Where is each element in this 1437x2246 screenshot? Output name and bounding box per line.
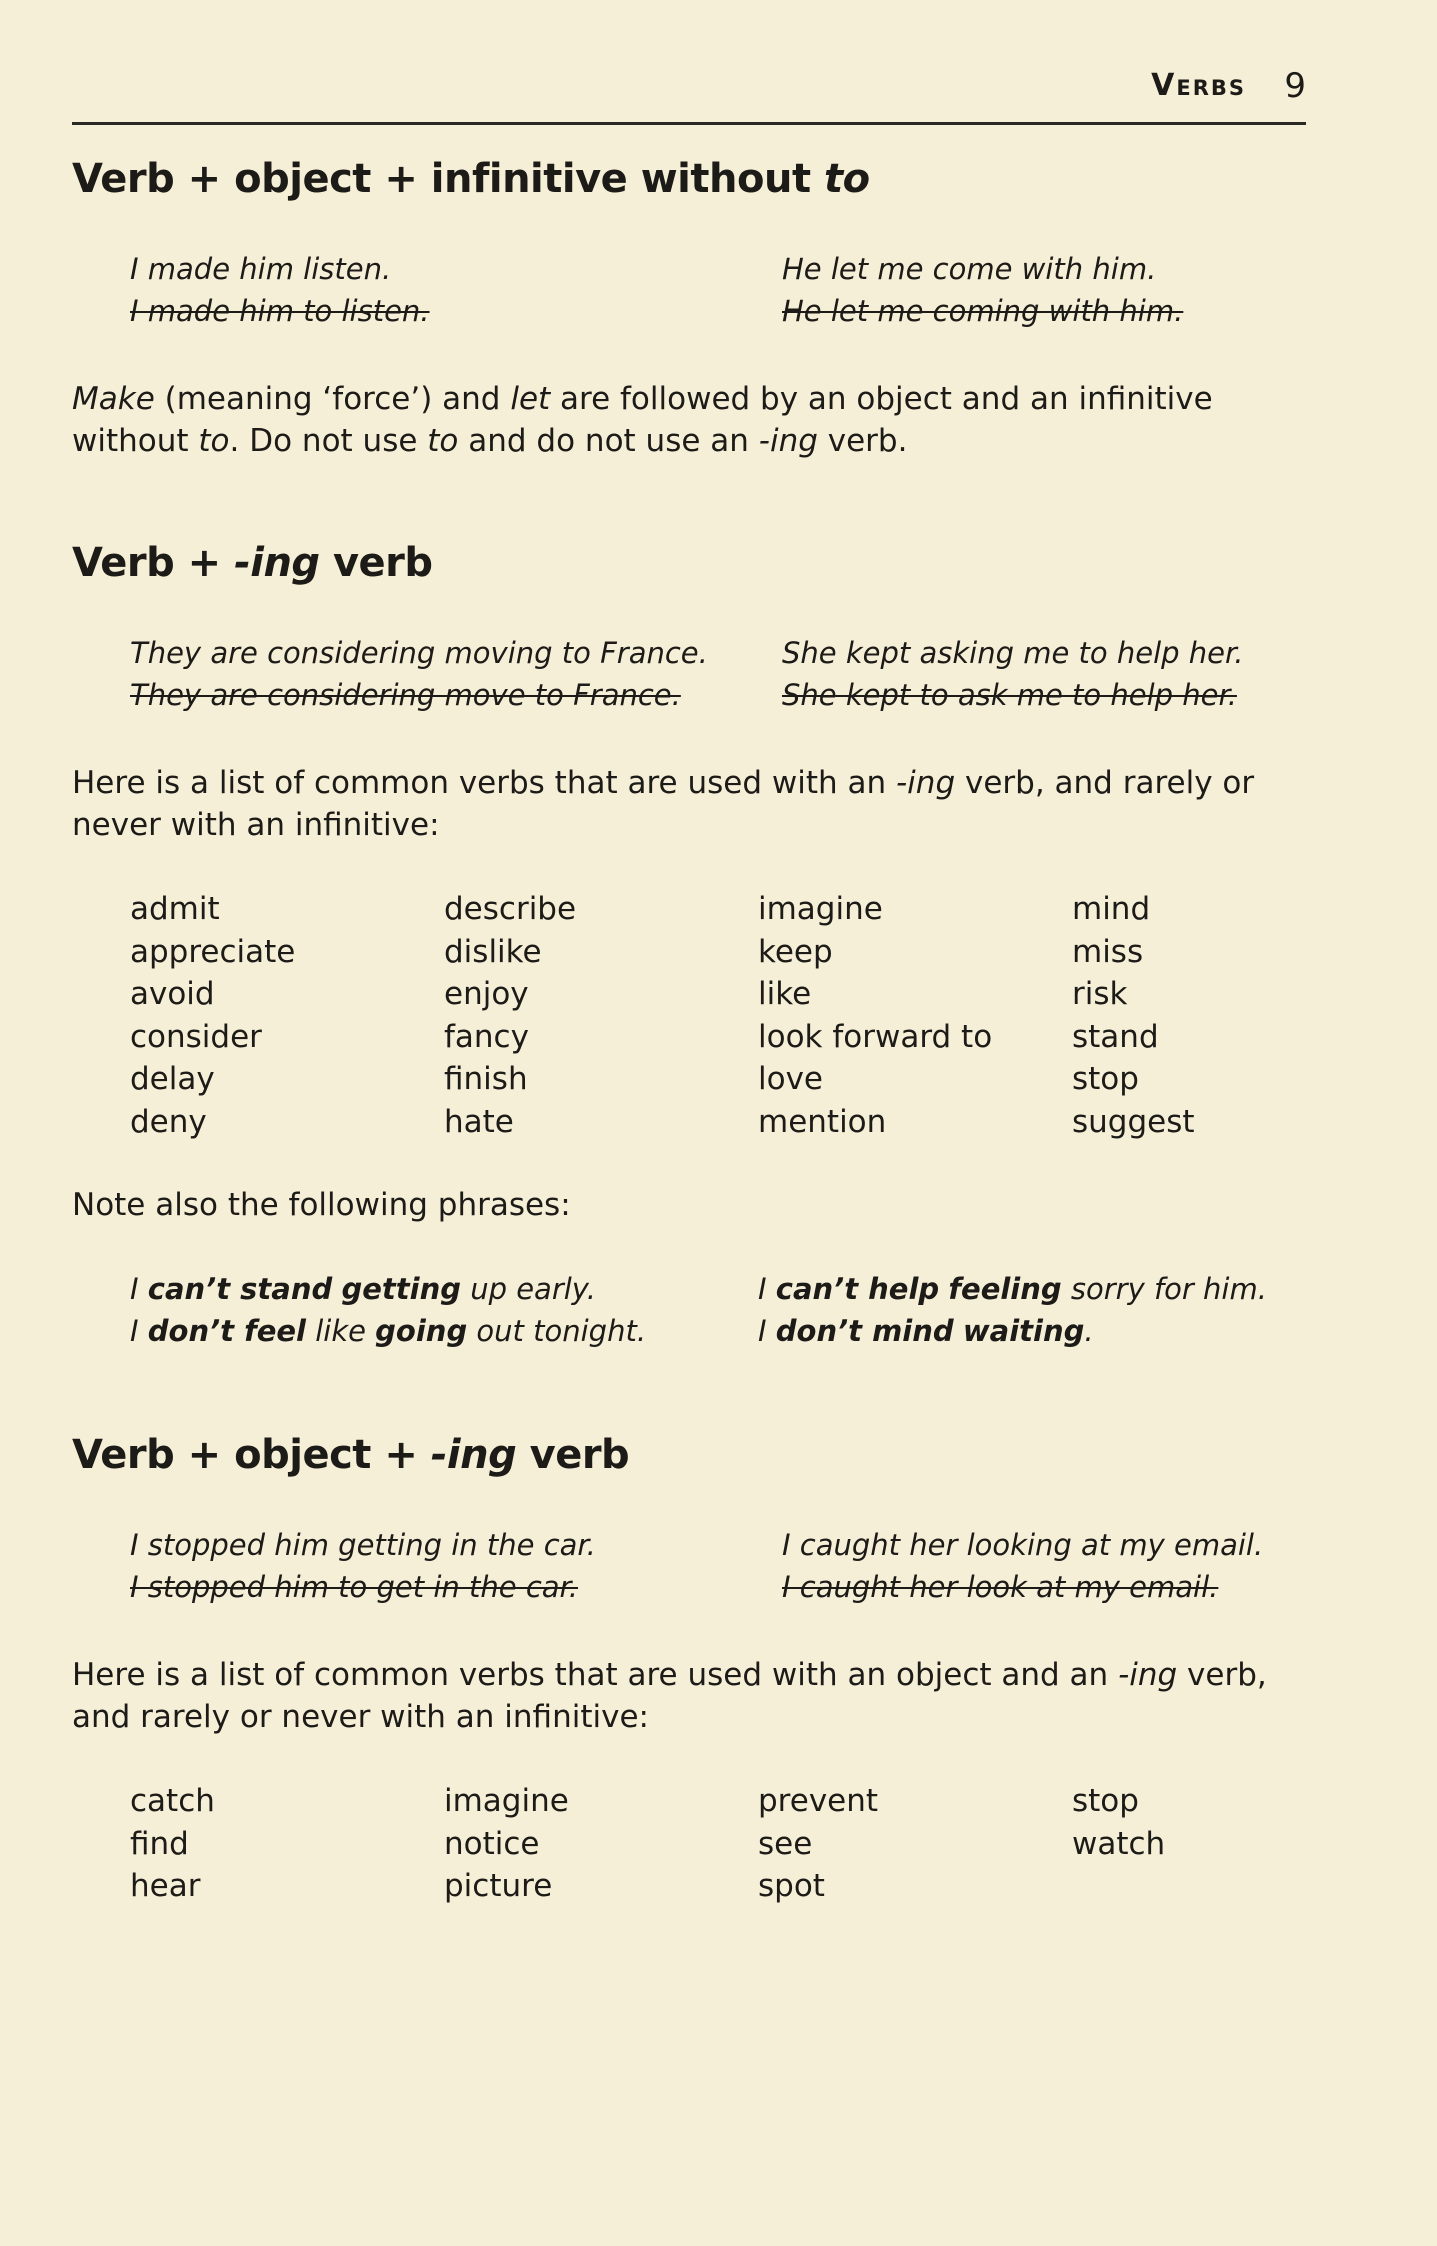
verb-item: appreciate — [130, 933, 296, 970]
verb-item: risk — [1072, 976, 1128, 1012]
verb-list-intro: Here is a list of common verbs that are used with an object and an -ing verb, and rarely or never with an infinitive: — [72, 1657, 1267, 1735]
verb-item: miss — [1072, 933, 1144, 970]
example-incorrect: I caught her look at my email. — [782, 1570, 1219, 1604]
verb-column — [444, 1780, 569, 1908]
phrase-example: I don’t feel like going out tonight. — [130, 1314, 647, 1348]
verb-list-intro: Here is a list of common verbs that are used with an -ing verb, and rarely or never with an infinitive: — [72, 765, 1255, 843]
verb-column — [758, 888, 992, 1143]
example-correct: I stopped him getting in the car. — [130, 1528, 596, 1562]
verb-item: stop — [1072, 1061, 1139, 1097]
verb-column — [1072, 888, 1195, 1143]
section-heading-verb-object-ing: Verb + object + -ing verb — [72, 1432, 630, 1478]
example-incorrect: I stopped him to get in the car. — [130, 1570, 579, 1604]
example-incorrect: I made him to listen. — [130, 294, 430, 328]
verb-item: watch — [1072, 1825, 1166, 1862]
running-title: Verbs — [1151, 68, 1246, 103]
verb-item: stand — [1072, 1018, 1159, 1055]
verb-item: dislike — [444, 933, 542, 970]
verb-item: fancy — [444, 1018, 529, 1055]
verb-item: prevent — [758, 1783, 879, 1819]
example-correct: He let me come with him. — [782, 252, 1157, 286]
verb-item: like — [758, 976, 812, 1012]
verb-item: consider — [130, 1018, 262, 1055]
verb-item: find — [130, 1825, 189, 1862]
verb-column — [444, 888, 576, 1143]
example-incorrect: They are considering move to France. — [130, 678, 681, 712]
verb-column — [130, 888, 295, 1143]
phrase-example: I can’t stand getting up early. — [130, 1272, 596, 1306]
verb-item: mention — [758, 1103, 887, 1140]
verb-item: enjoy — [444, 976, 529, 1012]
verb-item: love — [758, 1061, 823, 1097]
example-incorrect: She kept to ask me to help her. — [782, 678, 1237, 712]
verb-item: delay — [130, 1061, 215, 1097]
verb-item: admit — [130, 891, 220, 927]
verb-item: see — [758, 1825, 813, 1862]
verb-item: avoid — [130, 976, 215, 1012]
verb-item: look forward to — [758, 1018, 993, 1055]
verb-item: keep — [758, 933, 833, 970]
explanation-paragraph: Make (meaning ‘force’) and let are followed by an object and an infinitive without to. Do not use to and do not use an -ing verb. — [72, 381, 1213, 459]
example-correct: I made him listen. — [130, 252, 392, 286]
verb-item: spot — [758, 1868, 825, 1904]
phrases-note: Note also the following phrases: — [72, 1187, 571, 1223]
verb-item: finish — [444, 1061, 528, 1097]
verb-item: deny — [130, 1103, 207, 1140]
verb-column — [1072, 1780, 1165, 1865]
page-number: 9 — [1284, 66, 1306, 106]
phrase-example: I don’t mind waiting. — [758, 1314, 1094, 1348]
verb-item: picture — [444, 1868, 553, 1904]
verb-item: hear — [130, 1868, 201, 1904]
example-correct: They are considering moving to France. — [130, 636, 708, 670]
verb-column — [758, 1780, 878, 1908]
verb-column — [130, 1780, 215, 1908]
example-incorrect: He let me coming with him. — [782, 294, 1184, 328]
verb-item: notice — [444, 1825, 540, 1862]
verb-item: catch — [130, 1783, 215, 1819]
verb-item: hate — [444, 1103, 514, 1140]
phrase-example: I can’t help feeling sorry for him. — [758, 1272, 1267, 1306]
verb-item: describe — [444, 891, 577, 927]
example-correct: I caught her looking at my email. — [782, 1528, 1264, 1562]
verb-item: mind — [1072, 891, 1151, 927]
verb-item: suggest — [1072, 1103, 1195, 1140]
example-correct: She kept asking me to help her. — [782, 636, 1244, 670]
verb-item: imagine — [758, 891, 883, 927]
running-header — [72, 62, 1306, 125]
verb-item: stop — [1072, 1783, 1139, 1819]
verb-item: imagine — [444, 1783, 569, 1819]
section-heading-verb-ing: Verb + -ing verb — [72, 540, 433, 586]
section-heading-verb-object-infinitive: Verb + object + infinitive without to — [72, 156, 870, 202]
